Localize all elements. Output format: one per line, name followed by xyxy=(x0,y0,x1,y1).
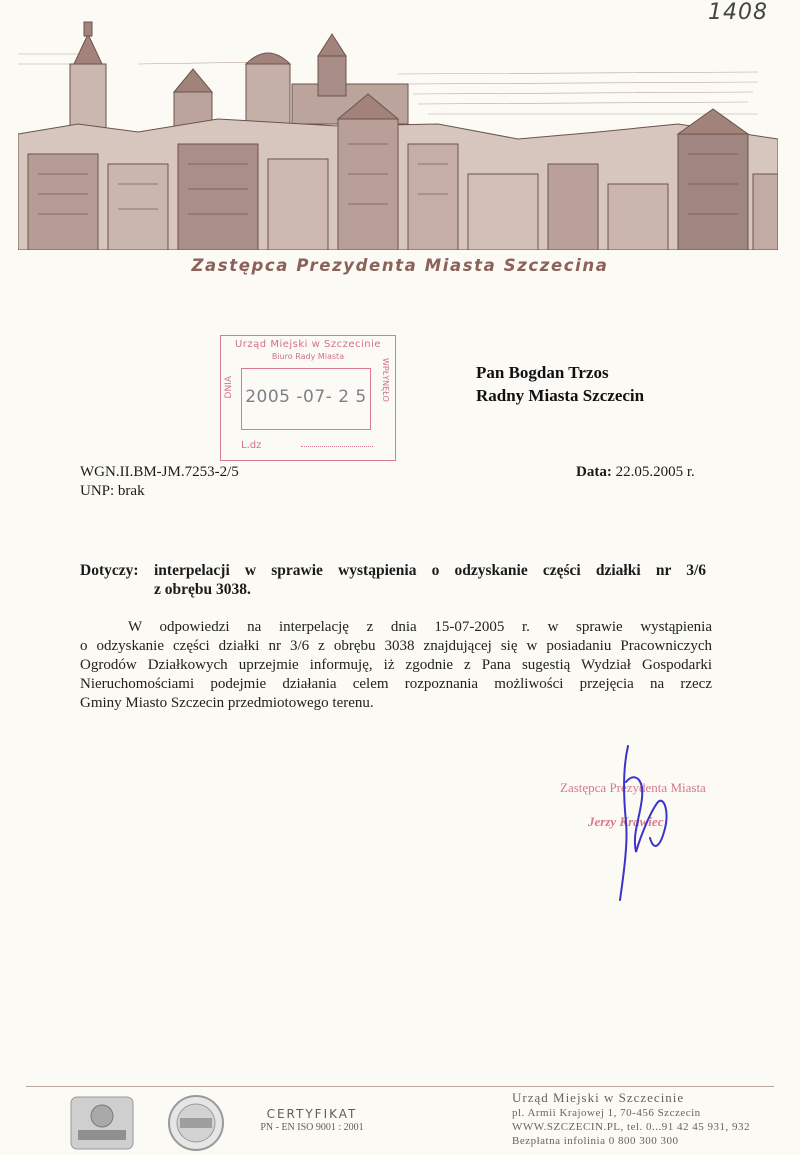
certificate-title: CERTYFIKAT xyxy=(266,1107,358,1121)
footer-divider xyxy=(26,1086,774,1087)
unp-reference: UNP: brak xyxy=(80,483,145,499)
stamp-ldz-label: L.dz xyxy=(241,440,262,451)
reference-code: WGN.II.BM-JM.7253-2/5 xyxy=(80,464,239,480)
stamp-ldz-dotted-line xyxy=(301,446,373,447)
stamp-date: 2005 -07- 2 5 xyxy=(245,387,367,407)
date-label: Data: xyxy=(576,464,612,480)
footer-organization: Urząd Miejski w Szczecinie xyxy=(512,1090,685,1105)
pcbc-certification-logo xyxy=(70,1096,134,1150)
footer-address: pl. Armii Krajowej 1, 70-456 Szczecin xyxy=(512,1107,701,1119)
date-value: 22.05.2005 r. xyxy=(611,464,695,480)
handwritten-signature xyxy=(594,742,684,904)
stamp-day-label: DNIA xyxy=(224,376,234,399)
body-line: W odpowiedzi na interpelację z dnia 15-07-2005 r. w sprawie wystąpienia xyxy=(128,619,712,635)
body-line: Gminy Miasto Szczecin przedmiotowego terenu. xyxy=(80,695,374,711)
footer-infoline: Bezpłatna infolinia 0 800 300 300 xyxy=(512,1135,679,1147)
subject-line-2: z obrębu 3038. xyxy=(154,581,251,598)
body-line: o odzyskanie części działki nr 3/6 z obrębu 3038 znajdującej się w posiadaniu Pracowniczych xyxy=(80,638,712,654)
handwritten-number: 1408 xyxy=(708,0,768,25)
signatory-name-stamp: Jerzy Krawiec xyxy=(588,814,664,829)
addressee-name: Pan Bogdan Trzos xyxy=(476,363,609,382)
letter-date xyxy=(576,464,695,481)
footer-contact: WWW.SZCZECIN.PL, tel. 0...91 42 45 931, 932 xyxy=(512,1121,751,1133)
stamp-office-name: Urząd Miejski w Szczecinie xyxy=(234,339,382,350)
addressee-title: Radny Miasta Szczecin xyxy=(476,386,645,405)
header-title: Zastępca Prezydenta Miasta Szczecina xyxy=(191,256,609,275)
stamp-date-box xyxy=(241,368,371,430)
iqnet-certification-logo xyxy=(164,1094,228,1152)
stamp-department: Biuro Rady Miasta xyxy=(271,352,345,361)
subject-line-1: interpelacji w sprawie wystąpienia o odzyskanie części działki nr 3/6 xyxy=(154,562,706,579)
body-line: Ogrodów Działkowych uprzejmie informuję, iż zgodnie z Pana sugestią Wydział Gospodarki xyxy=(80,657,712,673)
signatory-title-stamp: Zastępca Prezydenta Miasta xyxy=(560,780,706,795)
stamp-received-label: WPŁYNĘŁO xyxy=(381,358,390,402)
body-line: Nieruchomościami podejmie działania celem rozpoznania możliwości przejęcia na rzecz xyxy=(80,676,712,692)
certificate-norm: PN - EN ISO 9001 : 2001 xyxy=(260,1122,364,1133)
registration-stamp xyxy=(220,335,396,461)
subject-label: Dotyczy: xyxy=(80,562,139,579)
city-skyline-illustration xyxy=(18,14,778,250)
